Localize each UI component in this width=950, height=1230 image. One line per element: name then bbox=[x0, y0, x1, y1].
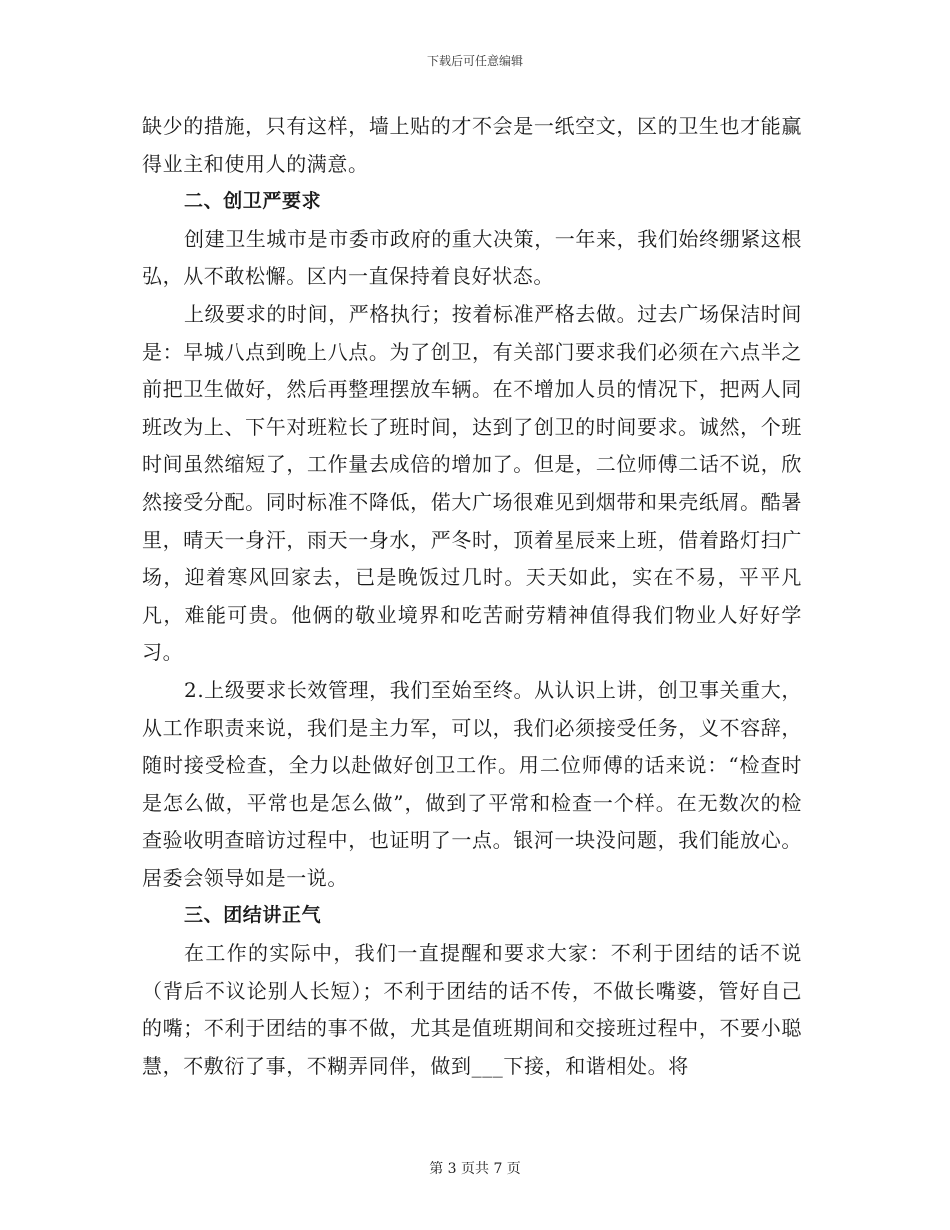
page-header-note: 下载后可任意编辑 bbox=[426, 54, 523, 68]
paragraph: 在工作的实际中，我们一直提醒和要求大家：不利于团结的话不说（背后不议论别人长短）；不利于团结的话不传，不做长嘴婆，管好自己的嘴；不利于团结的事不做，尤其是值班期间和交接班过程中，不要小聪慧，不敷衍了事，不糊弄同伴，做到___下接，和谐相处。将 bbox=[142, 941, 802, 1078]
document-body bbox=[142, 108, 802, 1085]
section-heading-3: 三、团结讲正气 bbox=[184, 904, 322, 927]
page-number-footer: 第 3 页共 7 页 bbox=[429, 1161, 521, 1177]
section-heading-2: 二、创卫严要求 bbox=[184, 190, 322, 213]
paragraph: 创建卫生城市是市委市政府的重大决策，一年来，我们始终绷紧这根弘，从不敢松懈。区内一直保持着良好状态。 bbox=[142, 226, 802, 289]
paragraph-intro-continuation: 缺少的措施，只有这样，墙上贴的才不会是一纸空文，区的卫生也才能赢得业主和使用人的满意。 bbox=[142, 114, 802, 176]
paragraph: 上级要求的时间，严格执行；按着标准严格去做。过去广场保洁时间是：早城八点到晚上八点。为了创卫，有关部门要求我们必须在六点半之前把卫生做好，然后再整理摆放车辆。在不增加人员的情况下，把两人同班改为上、下午对班粒长了班时间，达到了创卫的时间要求。诚然，个班时间虽然缩短了，工作量去成倍的增加了。但是，二位师傅二话不说，欣然接受分配。同时标准不降低，偌大广场很难见到烟带和果壳纸屑。酷暑里，晴天一身汗，雨天一身水，严冬时，顶着星辰来上班，借着路灯扫广场，迎着寒风回家去，已是晚饭过几时。天天如此，实在不易，平平凡凡，难能可贵。他俩的敬业境界和吃苦耐劳精神值得我们物业人好好学习。 bbox=[142, 301, 802, 665]
paragraph: 2.上级要求长效管理，我们至始至终。从认识上讲，创卫事关重大，从工作职责来说，我们是主力军，可以，我们必须接受任务，义不容辞，随时接受检查，全力以赴做好创卫工作。用二位师傅的话来说：“检查时是怎么做，平常也是怎么做”，做到了平常和检查一个样。在无数次的检查验收明查暗访过程中，也证明了一点。银河一块没问题，我们能放心。居委会领导如是一说。 bbox=[142, 677, 802, 890]
